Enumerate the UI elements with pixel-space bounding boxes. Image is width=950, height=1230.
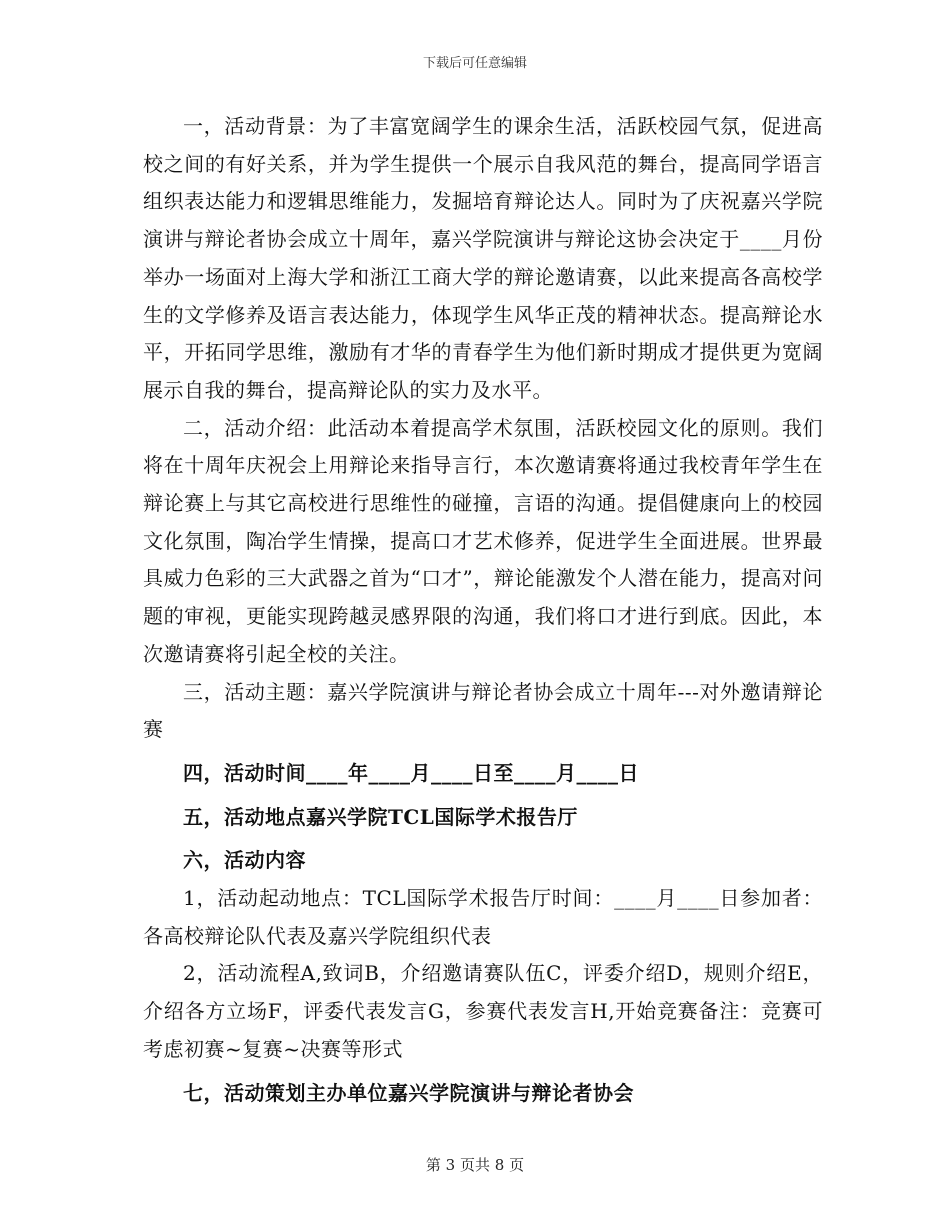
section-time: 四，活动时间____年____月____日至____月____日 <box>183 760 639 785</box>
section-location: 五，活动地点嘉兴学院TCL国际学术报告厅 <box>183 804 578 829</box>
page-footer: 第 3 页共 8 页 <box>425 1156 525 1174</box>
section-theme: 三，活动主题：嘉兴学院演讲与辩论者协会成立十周年---对外邀请辩论赛 <box>143 679 823 742</box>
section-organizer: 七，活动策划主办单位嘉兴学院演讲与辩论者协会 <box>183 1080 634 1105</box>
content-item-2: 2，活动流程A,致词B，介绍邀请赛队伍C，评委介绍D，规则介绍E，介绍各方立场F，评委代表发言G，参赛代表发言H,开始竞赛备注：竞赛可考虑初赛~复赛~决赛等形式 <box>143 961 823 1061</box>
content-item-1: 1，活动起动地点：TCL国际学术报告厅时间：____月____日参加者：各高校辩论队代表及嘉兴学院组织代表 <box>143 886 823 948</box>
document-body <box>143 108 823 1112</box>
section-introduction: 二，活动介绍：此活动本着提高学术氛围，活跃校园文化的原则。我们将在十周年庆祝会上用辩论来指导言行，本次邀请赛将通过我校青年学生在辩论赛上与其它高校进行思维性的碰撞，言语的沟通。提倡健康向上的校园文化氛围，陶冶学生情操，提高口才艺术修养，促进学生全面进展。世界最具威力色彩的三大武器之首为“口才”，辩论能激发个人潜在能力，提高对问题的审视，更能实现跨越灵感界限的沟通，我们将口才进行到底。因此，本次邀请赛将引起全校的关注。 <box>143 415 823 666</box>
section-background: 一，活动背景：为了丰富宽阔学生的课余生活，活跃校园气氛，促进高校之间的有好关系，并为学生提供一个展示自我风范的舞台，提高同学语言组织表达能力和逻辑思维能力，发掘培育辩论达人。同时为了庆祝嘉兴学院演讲与辩论者协会成立十周年，嘉兴学院演讲与辩论这协会决定于____月份举办一场面对上海大学和浙江工商大学的辩论邀请赛，以此来提高各高校学生的文学修养及语言表达能力，体现学生风华正茂的精神状态。提高辩论水平，开拓同学思维，激励有才华的青春学生为他们新时期成才提供更为宽阔展示自我的舞台，提高辩论队的实力及水平。 <box>143 114 823 402</box>
page-header: 下载后可任意编辑 <box>422 56 527 71</box>
section-content-heading: 六，活动内容 <box>183 848 306 873</box>
